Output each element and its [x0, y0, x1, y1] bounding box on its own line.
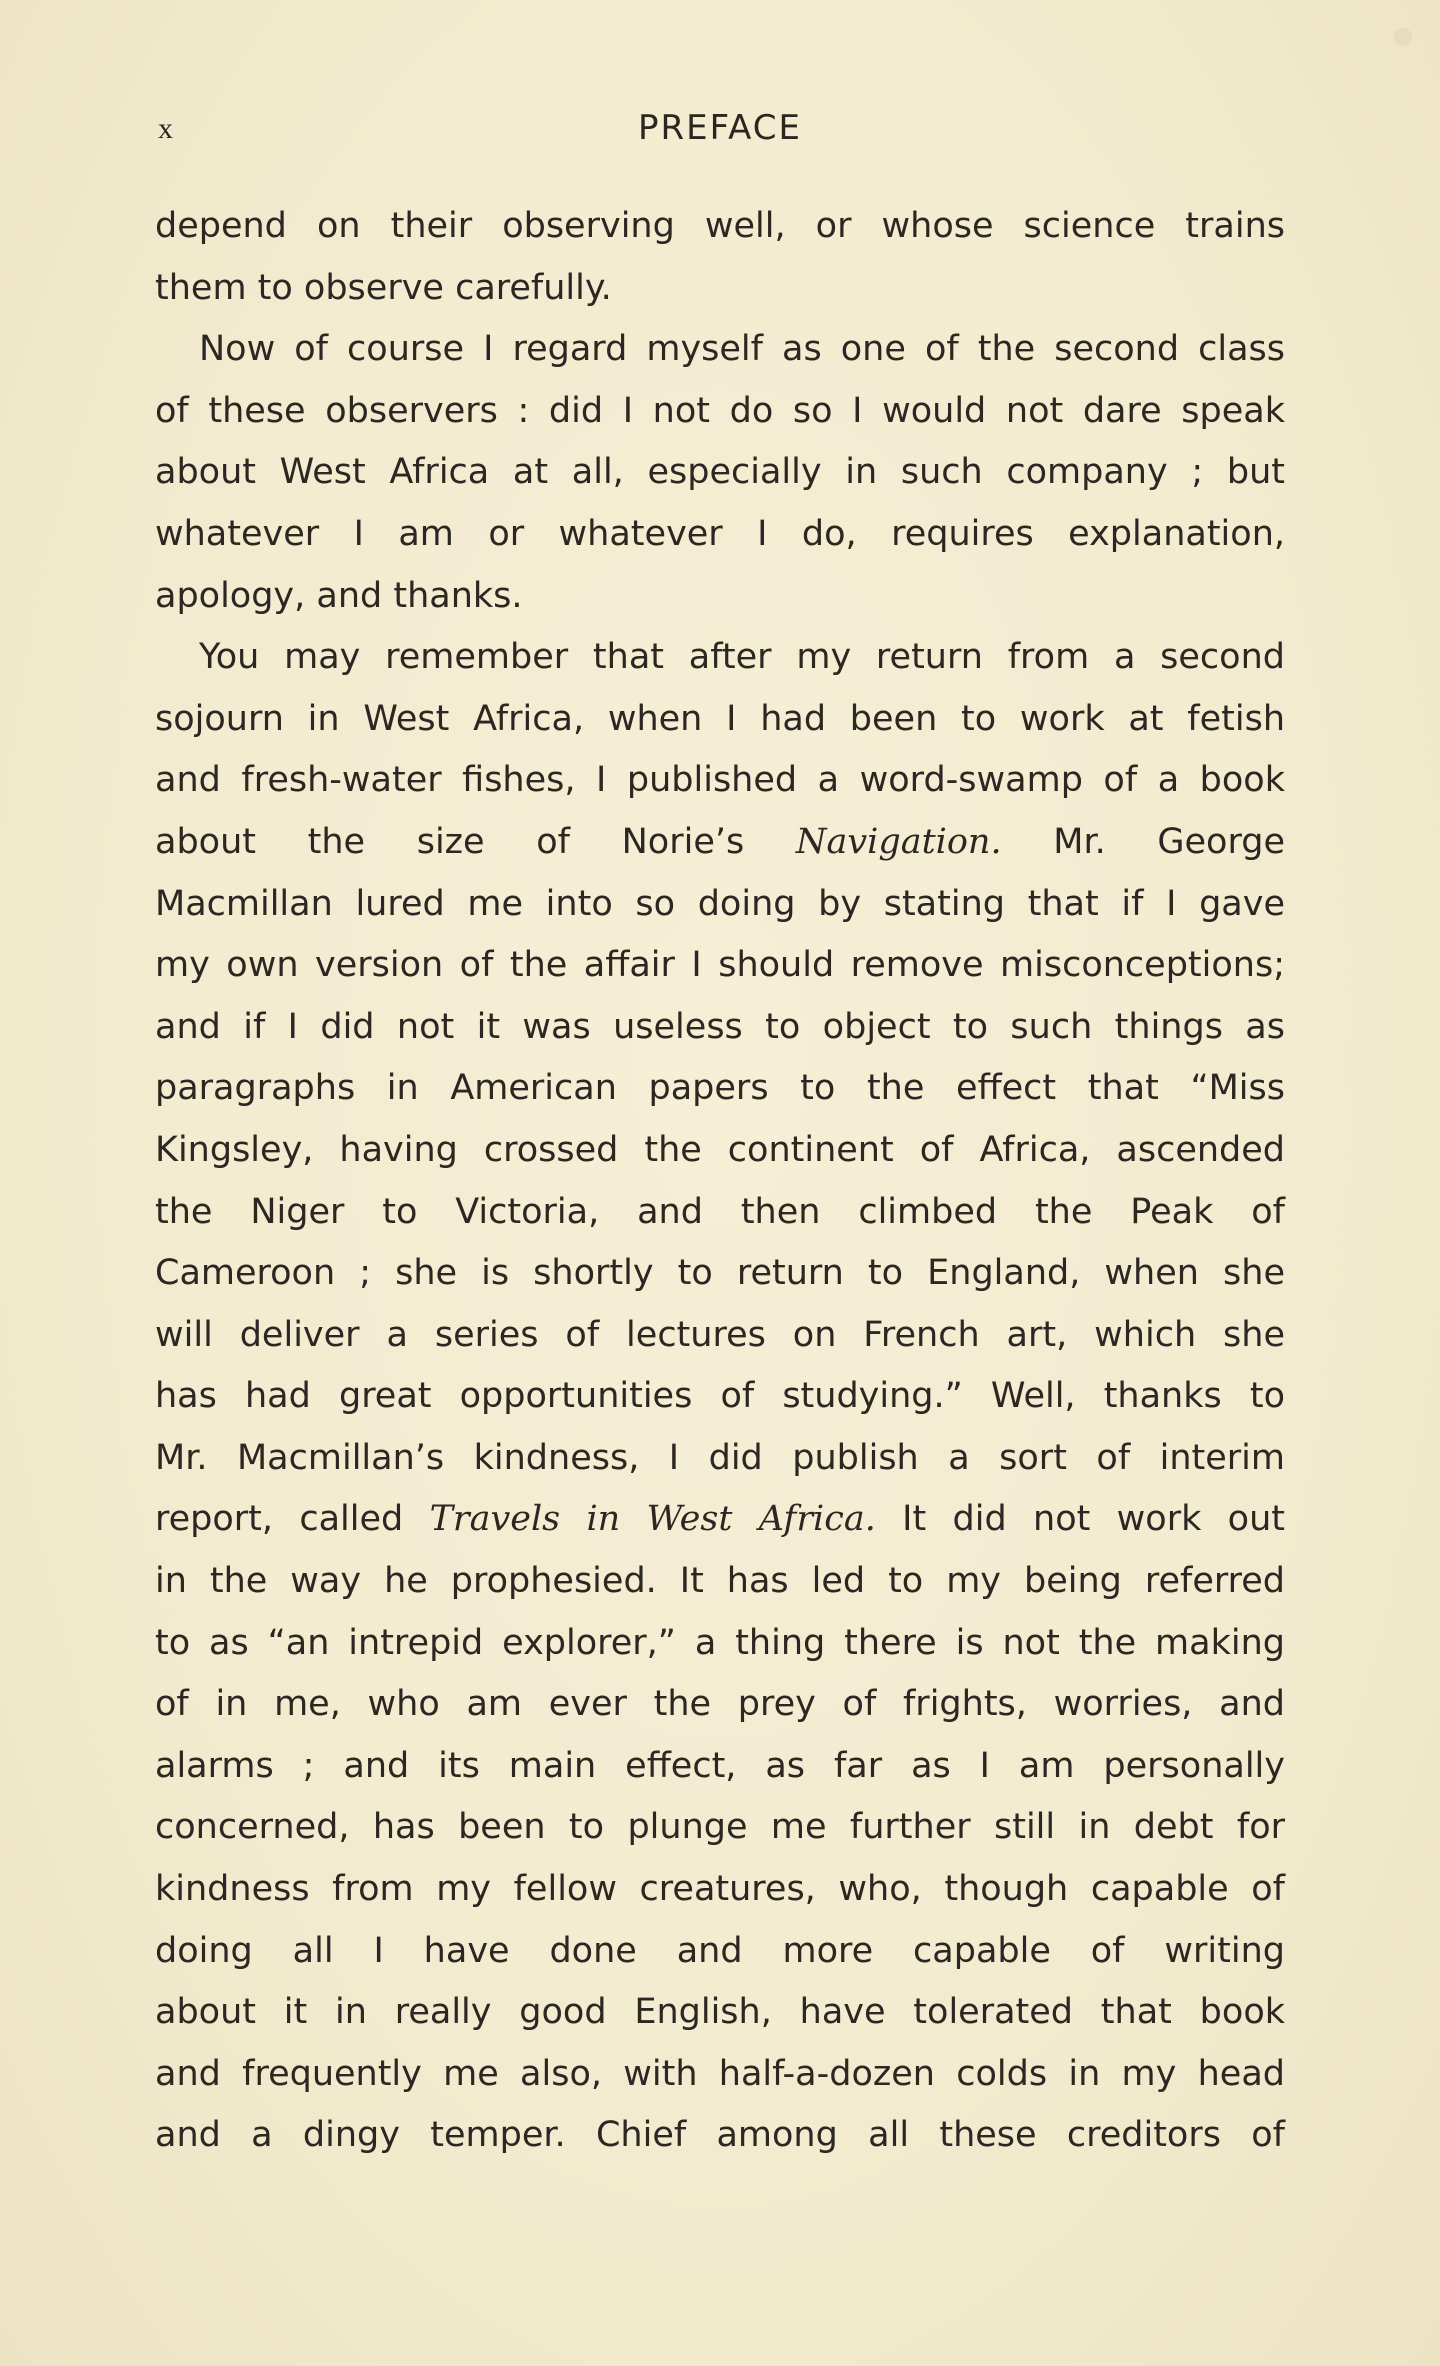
text-line: You may remember that after my return from a second: [199, 637, 1285, 678]
text-segment: report, called: [155, 1499, 430, 1540]
text-line: doing all I have done and more capable of writing: [155, 1930, 1285, 1971]
text-line: apology, and thanks.: [155, 575, 523, 616]
page-header: [158, 108, 1282, 154]
text-line: to as “an intrepid explorer,” a thing there is not the making: [155, 1622, 1285, 1663]
text-line: Now of course I regard myself as one of the second class: [199, 329, 1285, 370]
text-line: of in me, who am ever the prey of frights, worries, and: [155, 1684, 1285, 1725]
text-line: Cameroon ; she is shortly to return to England, when she: [155, 1253, 1285, 1294]
text-line: and if I did not it was useless to object to such things as: [155, 1006, 1285, 1047]
text-line: [155, 812, 1285, 874]
text-line: paragraphs in American papers to the effect that “Miss: [155, 1068, 1285, 1109]
text-line: about West Africa at all, especially in such company ; but: [155, 452, 1285, 493]
text-segment: Mr. George: [1001, 821, 1285, 862]
text-line: Kingsley, having crossed the continent of Africa, ascended: [155, 1129, 1285, 1170]
text-line: and a dingy temper. Chief among all these creditors of: [155, 2115, 1285, 2156]
text-line: in the way he prophesied. It has led to my being referred: [155, 1561, 1285, 1602]
text-line: and frequently me also, with half-a-dozen colds in my head: [155, 2053, 1285, 2094]
text-line: has had great opportunities of studying.” Well, thanks to: [155, 1376, 1285, 1417]
text-segment: about the size of Norie’s: [155, 821, 796, 862]
text-line: them to observe carefully.: [155, 267, 612, 308]
text-line: whatever I am or whatever I do, requires explanation,: [155, 513, 1285, 554]
body-text: [155, 196, 1285, 2167]
text-line: of these observers : did I not do so I would not dare speak: [155, 390, 1285, 431]
text-line: kindness from my fellow creatures, who, though capable of: [155, 1869, 1285, 1910]
running-title: PREFACE: [638, 108, 802, 148]
text-segment: It did not work out: [875, 1499, 1285, 1540]
text-line: Macmillan lured me into so doing by stating that if I gave: [155, 883, 1285, 924]
page-number: x: [158, 112, 174, 145]
book-title-navigation: Navigation.: [795, 821, 1002, 862]
text-line: my own version of the affair I should remove misconceptions;: [155, 945, 1285, 986]
book-title-travels: Travels in West Africa.: [429, 1499, 876, 1540]
page-speck: [1394, 28, 1412, 46]
text-line: the Niger to Victoria, and then climbed the Peak of: [155, 1191, 1285, 1232]
text-line: alarms ; and its main effect, as far as I am personally: [155, 1745, 1285, 1786]
text-line: concerned, has been to plunge me further still in debt for: [155, 1807, 1285, 1848]
text-line: about it in really good English, have tolerated that book: [155, 1992, 1285, 2033]
text-line: [155, 1489, 1285, 1551]
text-line: Mr. Macmillan’s kindness, I did publish a sort of interim: [155, 1437, 1285, 1478]
text-line: sojourn in West Africa, when I had been to work at fetish: [155, 698, 1285, 739]
text-line: will deliver a series of lectures on French art, which she: [155, 1314, 1285, 1355]
text-line: and fresh-water fishes, I published a word-swamp of a book: [155, 760, 1285, 801]
text-line: depend on their observing well, or whose science trains: [155, 206, 1285, 246]
